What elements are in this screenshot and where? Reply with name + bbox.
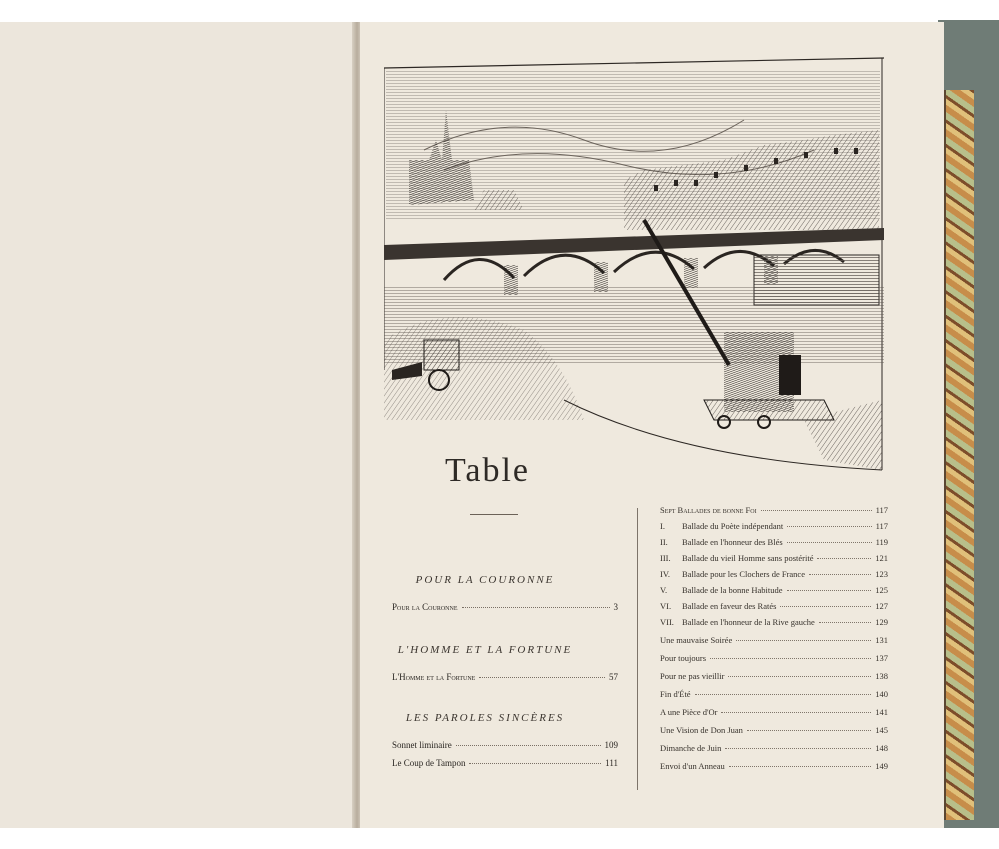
toc-entry-label: L'Homme et la Fortune xyxy=(392,672,476,682)
leader-dots xyxy=(462,607,610,608)
toc-entry-label: Ballade du Poète indépendant xyxy=(682,521,784,531)
toc-entry-number: IV. xyxy=(660,569,670,579)
toc-entry xyxy=(660,671,888,681)
toc-entry-page: 111 xyxy=(605,758,618,768)
section-heading: L'HOMME ET LA FORTUNE xyxy=(397,644,573,656)
toc-entry-page: 138 xyxy=(875,671,888,681)
toc-entry-page: 137 xyxy=(875,653,888,663)
title-rule xyxy=(470,514,518,515)
leader-dots xyxy=(725,748,871,749)
toc-entry-label: Ballade en faveur des Ratés xyxy=(682,601,777,611)
toc-entry-label: A une Pièce d'Or xyxy=(660,707,718,717)
toc-entry-number: VI. xyxy=(660,601,672,611)
column-divider xyxy=(637,508,638,790)
toc-entry-page: 123 xyxy=(875,569,888,579)
toc-entry-page: 127 xyxy=(875,601,888,611)
toc-entry-page: 57 xyxy=(609,672,618,682)
toc-entry xyxy=(660,689,888,699)
leader-dots xyxy=(817,558,871,559)
leader-dots xyxy=(728,676,871,677)
leader-dots xyxy=(819,622,871,623)
leader-dots xyxy=(787,542,872,543)
toc-entry xyxy=(392,602,618,612)
toc-entry xyxy=(660,743,888,753)
leader-dots xyxy=(469,763,601,764)
toc-entry-page: 145 xyxy=(875,725,888,735)
toc-entry xyxy=(660,505,888,515)
toc-entry-page: 109 xyxy=(604,740,618,750)
leader-dots xyxy=(809,574,871,575)
leader-dots xyxy=(721,712,871,713)
toc-entry-label: Une Vision de Don Juan xyxy=(660,725,743,735)
toc-entry-label: Dimanche de Juin xyxy=(660,743,722,753)
leader-dots xyxy=(479,677,605,678)
section-heading: LES PAROLES SINCÈRES xyxy=(405,712,565,724)
toc-entry xyxy=(660,585,888,595)
toc-entry xyxy=(660,635,888,645)
toc-entry-label: Ballade de la bonne Habitude xyxy=(682,585,783,595)
toc-entry-page: 129 xyxy=(875,617,888,627)
toc-entry-label: Pour ne pas vieillir xyxy=(660,671,725,681)
toc-entry-label: Sonnet liminaire xyxy=(392,740,452,750)
toc-entry-number: I. xyxy=(660,521,665,531)
toc-entry-label: Pour la Couronne xyxy=(392,602,458,612)
left-page xyxy=(0,22,356,828)
leader-dots xyxy=(780,606,871,607)
leader-dots xyxy=(747,730,871,731)
toc-entry-label: Le Coup de Tampon xyxy=(392,758,466,768)
toc-entry-label: Ballade pour les Clochers de France xyxy=(682,569,805,579)
toc-entry xyxy=(660,725,888,735)
toc-entry-label: Une mauvaise Soirée xyxy=(660,635,733,645)
engraving-illustration xyxy=(384,40,884,480)
right-page xyxy=(360,22,944,828)
toc-entry-number: V. xyxy=(660,585,668,595)
toc-entry-number: III. xyxy=(660,553,671,563)
toc-entry xyxy=(392,672,618,682)
toc-entry xyxy=(392,758,618,768)
toc-entry-page: 149 xyxy=(875,761,888,771)
leader-dots xyxy=(695,694,872,695)
toc-entry-label: Pour toujours xyxy=(660,653,707,663)
toc-entry-page: 141 xyxy=(875,707,888,717)
toc-entry-page: 3 xyxy=(613,602,618,612)
toc-entry-number: II. xyxy=(660,537,668,547)
leader-dots xyxy=(456,745,601,746)
toc-entry-page: 119 xyxy=(875,537,888,547)
marbled-edge xyxy=(944,90,974,820)
toc-entry xyxy=(660,707,888,717)
section-heading: POUR LA COURONNE xyxy=(415,574,555,586)
page-title: Table xyxy=(445,452,531,489)
toc-entry xyxy=(660,537,888,547)
toc-entry-label: Ballade du vieil Homme sans postérité xyxy=(682,553,814,563)
toc-entry xyxy=(660,761,888,771)
toc-entry xyxy=(392,740,618,750)
toc-entry-page: 140 xyxy=(875,689,888,699)
leader-dots xyxy=(787,526,871,527)
toc-entry-page: 131 xyxy=(875,635,888,645)
toc-entry xyxy=(660,569,888,579)
toc-entry xyxy=(660,553,888,563)
leader-dots xyxy=(787,590,872,591)
leader-dots xyxy=(729,766,871,767)
toc-entry-page: 148 xyxy=(875,743,888,753)
leader-dots xyxy=(736,640,871,641)
toc-entry-label: Fin d'Été xyxy=(660,689,691,699)
toc-entry-label: Envoi d'un Anneau xyxy=(660,761,725,771)
toc-entry xyxy=(660,617,888,627)
toc-entry-page: 117 xyxy=(875,505,888,515)
leader-dots xyxy=(761,510,872,511)
toc-entry-page: 121 xyxy=(875,553,888,563)
toc-entry-label: Ballade en l'honneur de la Rive gauche xyxy=(682,617,815,627)
toc-entry-label: Ballade en l'honneur des Blés xyxy=(682,537,783,547)
toc-entry-page: 117 xyxy=(875,521,888,531)
toc-entry-number: VII. xyxy=(660,617,674,627)
leader-dots xyxy=(710,658,871,659)
toc-entry xyxy=(660,521,888,531)
toc-entry xyxy=(660,601,888,611)
toc-entry-page: 125 xyxy=(875,585,888,595)
toc-entry-label: Sept Ballades de bonne Foi xyxy=(660,505,757,515)
toc-entry xyxy=(660,653,888,663)
